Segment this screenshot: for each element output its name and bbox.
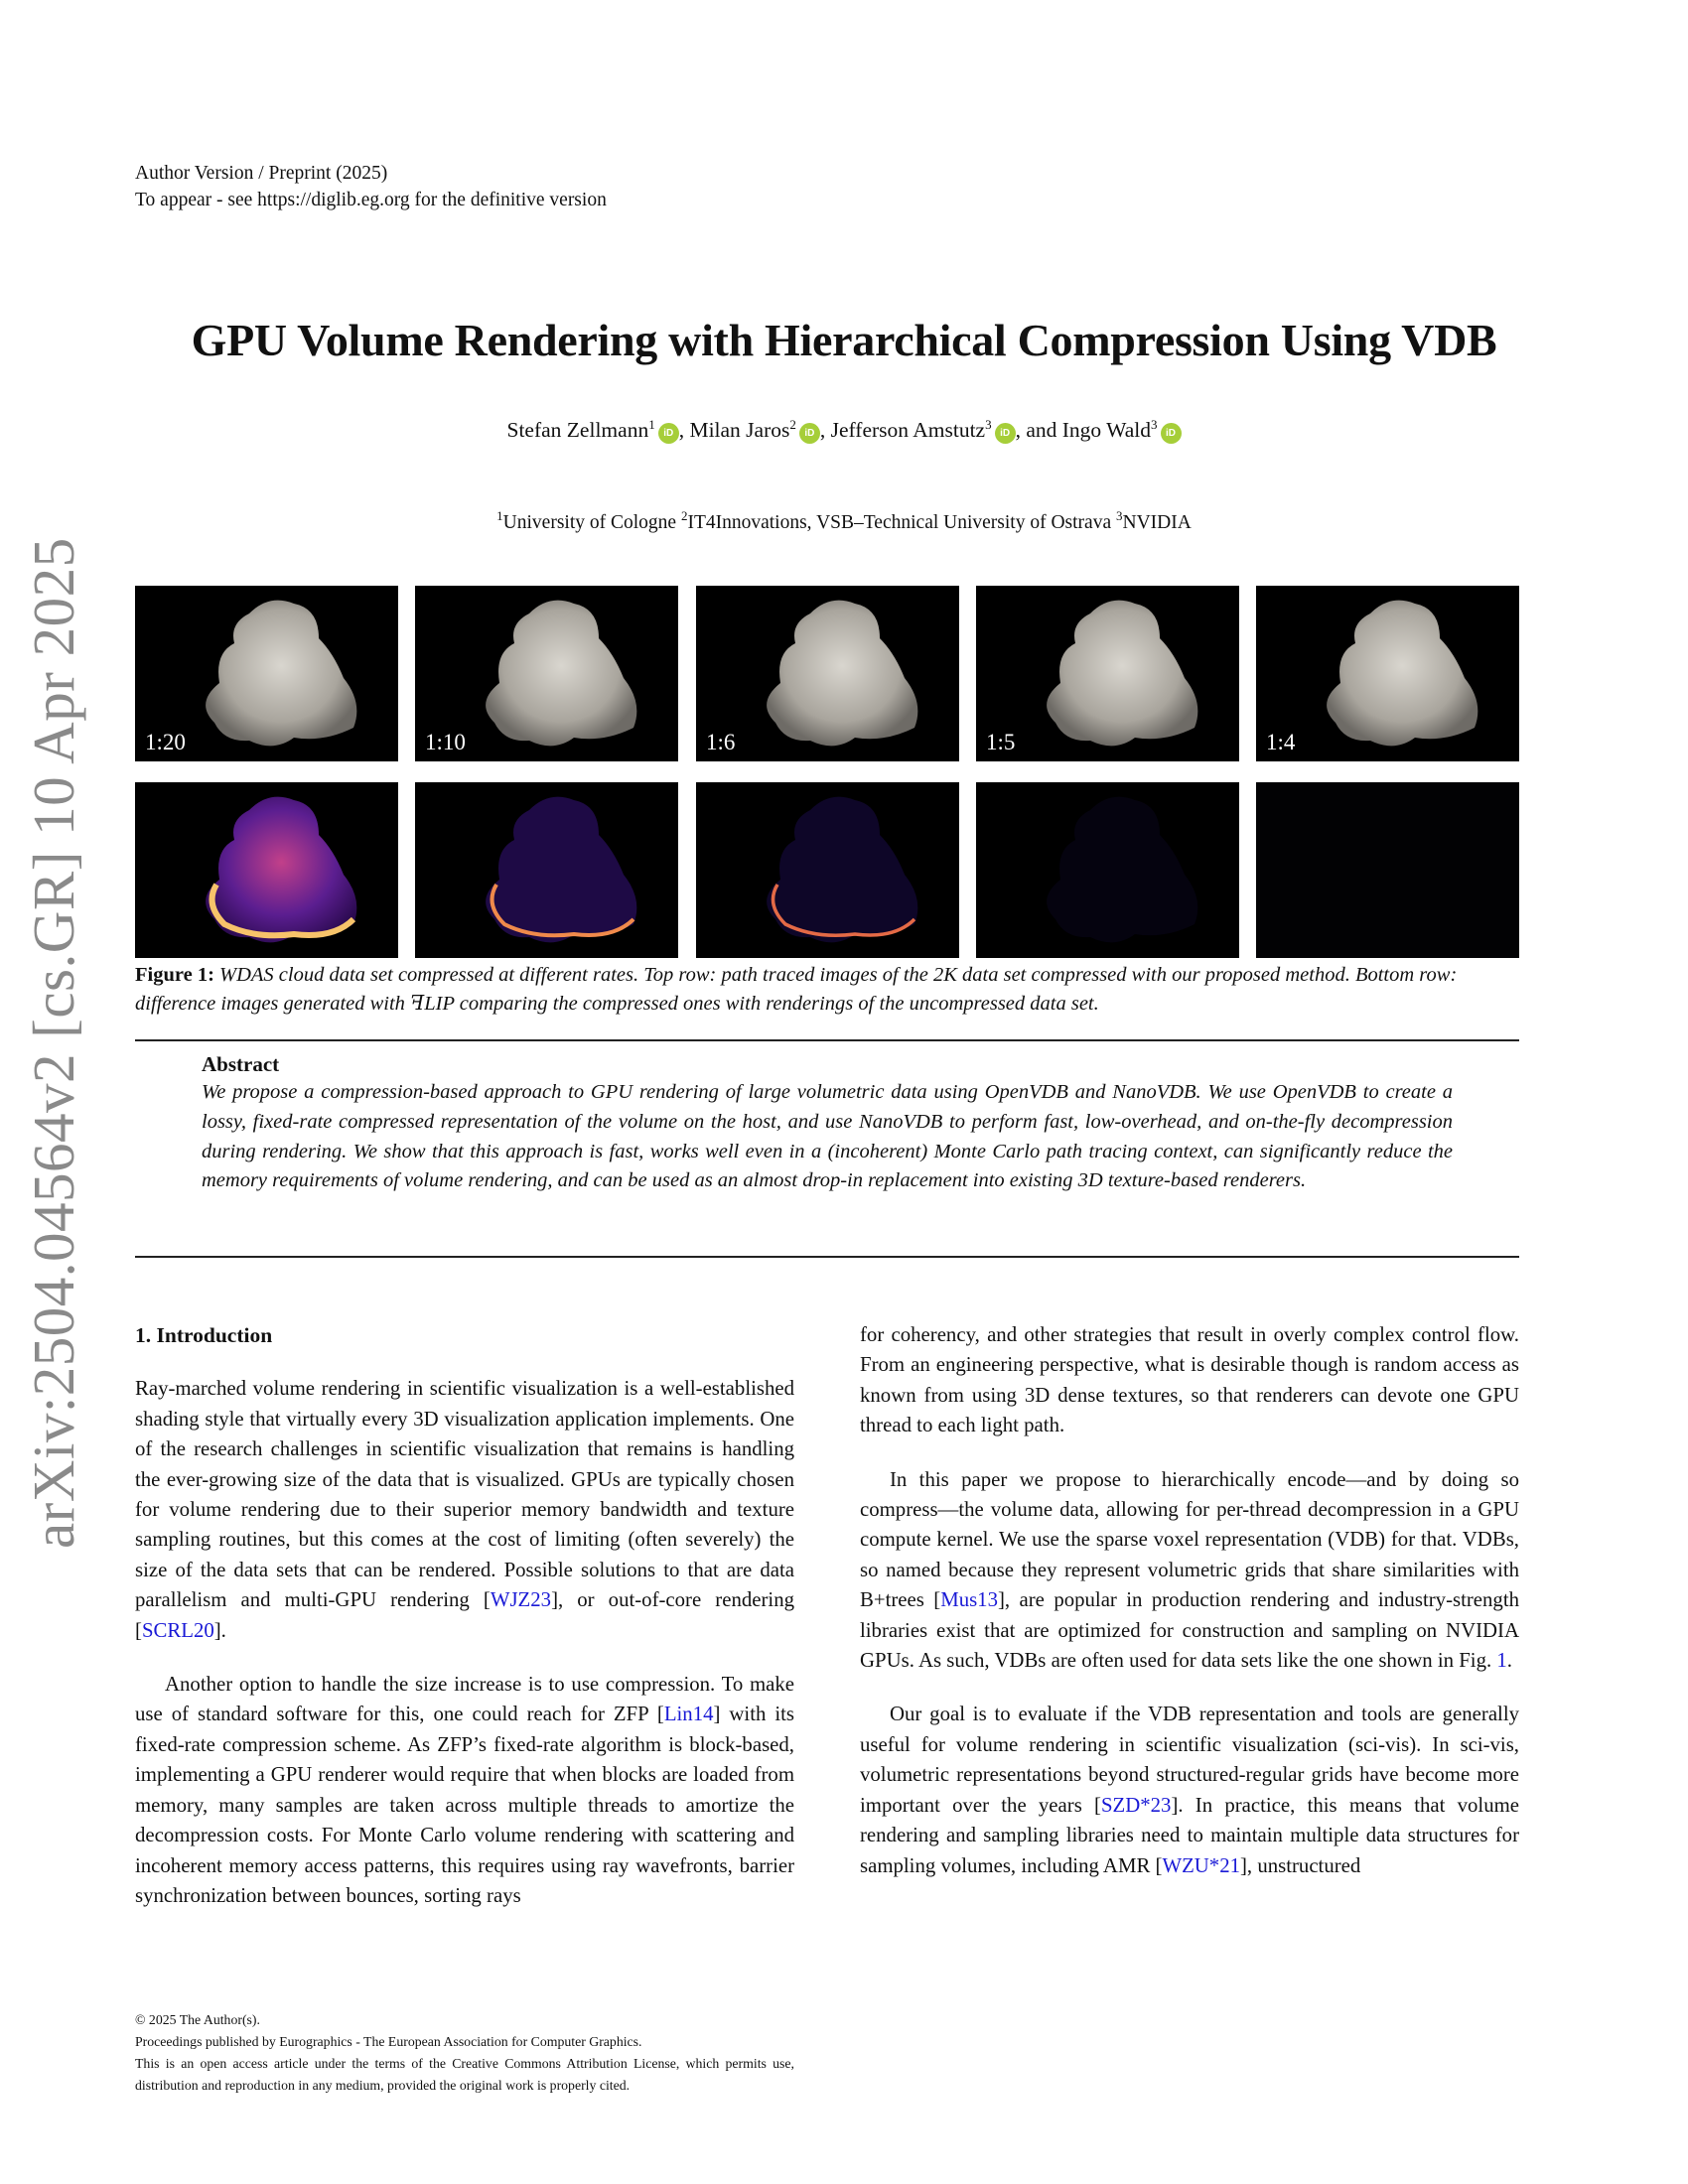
orcid-icon[interactable]: iD [1161, 423, 1182, 444]
paragraph: Ray-marched volume rendering in scientific visualization is a well-established shading style that virtually every 3D visualization application implements. One of the research challenges in scientific visualization that remains is handling the ever-growing size of the data that is visualized. GPUs are typically chosen for volume rendering due to their superior memory bandwidth and texture sampling routines, but this comes at the cost of limiting (often severely) the size of the data sets that can be rendered. Possible solutions to that are data parallelism and multi-GPU rendering [WJZ23], or out-of-core rendering [SCRL20]. [135, 1377, 794, 1642]
paper-title: GPU Volume Rendering with Hierarchical Compression Using VDB [191, 315, 1497, 365]
paragraph: for coherency, and other strategies that result in overly complex control flow. From an engineering perspective, what is desirable though is random access as known from using 3D dense textures, so that renderers can devote one GPU thread to each light path. [860, 1323, 1519, 1437]
preprint-line: Author Version / Preprint (2025) [135, 163, 388, 184]
paragraph: Our goal is to evaluate if the VDB representation and tools are generally useful for volume rendering in scientific visualization (sci-vis). In sci-vis, volumetric representations beyond structured-regular grids have become more important over the years [SZD*23]. In practice, this means that volume rendering and sampling libraries need to maintain multiple data structures for sampling volumes, including AMR [WZU*21], unstructured [860, 1703, 1520, 1877]
cloud-shape [195, 594, 363, 752]
abstract [202, 1050, 1453, 1196]
citation-link[interactable]: WJZ23 [490, 1588, 552, 1612]
cloud-render-image [1256, 586, 1519, 761]
difference-heatmap [195, 790, 363, 949]
license-line: This is an open access article under the terms of the Creative Commons Attribution License, which permits use, distribution and reproduction in any medium, provided the original work is properly cited. [135, 2056, 794, 2093]
cloud-shape [1316, 594, 1484, 752]
copyright-line: © 2025 The Author(s). [135, 2012, 260, 2027]
difference-heatmap [756, 790, 924, 949]
flip-difference-image [135, 782, 398, 958]
author: Jefferson Amstutz$^3$iD [831, 418, 1016, 442]
author: Stefan Zellmann$^1$iD [507, 418, 679, 442]
flip-difference-image [696, 782, 959, 958]
cloud-render-image [135, 586, 398, 761]
paragraph: In this paper we propose to hierarchically encode—and by doing so compress—the volume data, allowing for per-thread decompression in a GPU compute kernel. We use the sparse voxel representation (VDB) for that. VDBs, so named because they represent volumetric grids that share similarities with B+trees [Mus13], are popular in production rendering and industry-strength libraries exist that are optimized for construction and sampling on NVIDIA GPUs. As such, VDBs are often used for data sets like the one shown in Fig. 1. [860, 1467, 1519, 1673]
caption-text: WDAS cloud data set compressed at different rates. Top row: path traced images of the 2K data set compressed with our proposed method. Bottom row: difference images generated with ꟻLIP comparing the compressed ones with renderings of the uncompressed data set. [135, 964, 1458, 1015]
orcid-icon[interactable]: iD [995, 423, 1016, 444]
flip-difference-image [976, 782, 1239, 958]
publisher-line: Proceedings published by Eurographics - The European Association for Computer Graphics. [135, 2034, 642, 2049]
abstract-bottom-rule [135, 1256, 1519, 1258]
figure-ref-link[interactable]: 1 [1496, 1649, 1507, 1673]
cloud-render-image [415, 586, 678, 761]
compression-rate-label: 1:10 [425, 730, 466, 754]
flip-difference-image [1256, 782, 1519, 958]
appear-line: To appear - see https://diglib.eg.org for the definitive version [135, 190, 607, 210]
cloud-shape [1036, 594, 1204, 752]
difference-heatmap [475, 790, 643, 949]
figure-caption [135, 961, 1519, 1019]
author-list: Stefan Zellmann$^1$iD , Milan Jaros$^2$iD , Jefferson Amstutz$^3$iD , and Ingo Wald$^3$iD [0, 417, 1688, 444]
citation-link[interactable]: WZU*21 [1162, 1853, 1240, 1877]
citation-link[interactable]: Lin14 [663, 1703, 714, 1726]
abstract-heading: Abstract [202, 1052, 280, 1076]
citation-link[interactable]: SZD*23 [1100, 1793, 1172, 1817]
cloud-shape [756, 594, 924, 752]
compression-rate-label: 1:5 [986, 730, 1016, 754]
figure-label: Figure 1: [135, 964, 214, 986]
difference-heatmap [1036, 790, 1204, 949]
orcid-icon[interactable]: iD [658, 423, 679, 444]
compression-rate-label: 1:20 [145, 730, 186, 754]
paragraph: Another option to handle the size increase is to use compression. To make use of standard software for this, one could reach for ZFP [Lin14] with its fixed-rate compression scheme. As ZFP’s fixed-rate algorithm is block-based, implementing a GPU renderer would require that when blocks are loaded from memory, many samples are taken across multiple threads to amortize the decompression costs. For Monte Carlo volume rendering with scattering and incoherent memory access patterns, this requires using ray wavefronts, barrier synchronization between bounces, sorting rays [135, 1673, 794, 1907]
flip-difference-image [415, 782, 678, 958]
right-column [860, 1320, 1519, 1905]
left-column [135, 1320, 794, 1935]
compression-rate-label: 1:6 [706, 730, 736, 754]
affiliations: $^1$University of Cologne $^2$IT4Innovations, VSB–Technical University of Ostrava $^3$NVIDIA [496, 508, 1192, 533]
author: Milan Jaros$^2$iD [689, 418, 819, 442]
compression-rate-label: 1:4 [1266, 730, 1296, 754]
arxiv-stamp: arXiv:2504.04564v2 [cs.GR] 10 Apr 2025 [21, 537, 86, 1549]
cloud-render-image [696, 586, 959, 761]
abstract-body: We propose a compression-based approach to GPU rendering of large volumetric data using OpenVDB and NanoVDB. We use OpenVDB to create a lossy, fixed-rate compressed representation of the volume on the host, and use NanoVDB to perform fast, low-overhead, and on-the-fly decompression during rendering. We show that this approach is fast, works well even in a (incoherent) Monte Carlo path tracing context, can significantly reduce the memory requirements of volume rendering, and can be used as an almost drop-in replacement into existing 3D texture-based renderers. [202, 1081, 1453, 1192]
cloud-shape [475, 594, 643, 752]
orcid-icon[interactable]: iD [799, 423, 820, 444]
citation-link[interactable]: Mus13 [940, 1588, 998, 1612]
copyright-footer [135, 2009, 794, 2097]
preprint-note [135, 160, 607, 213]
section-heading: 1. Introduction [135, 1323, 273, 1347]
cloud-render-image [976, 586, 1239, 761]
author: Ingo Wald$^3$iD [1062, 418, 1182, 442]
abstract-top-rule [135, 1039, 1519, 1041]
citation-link[interactable]: SCRL20 [141, 1618, 214, 1642]
